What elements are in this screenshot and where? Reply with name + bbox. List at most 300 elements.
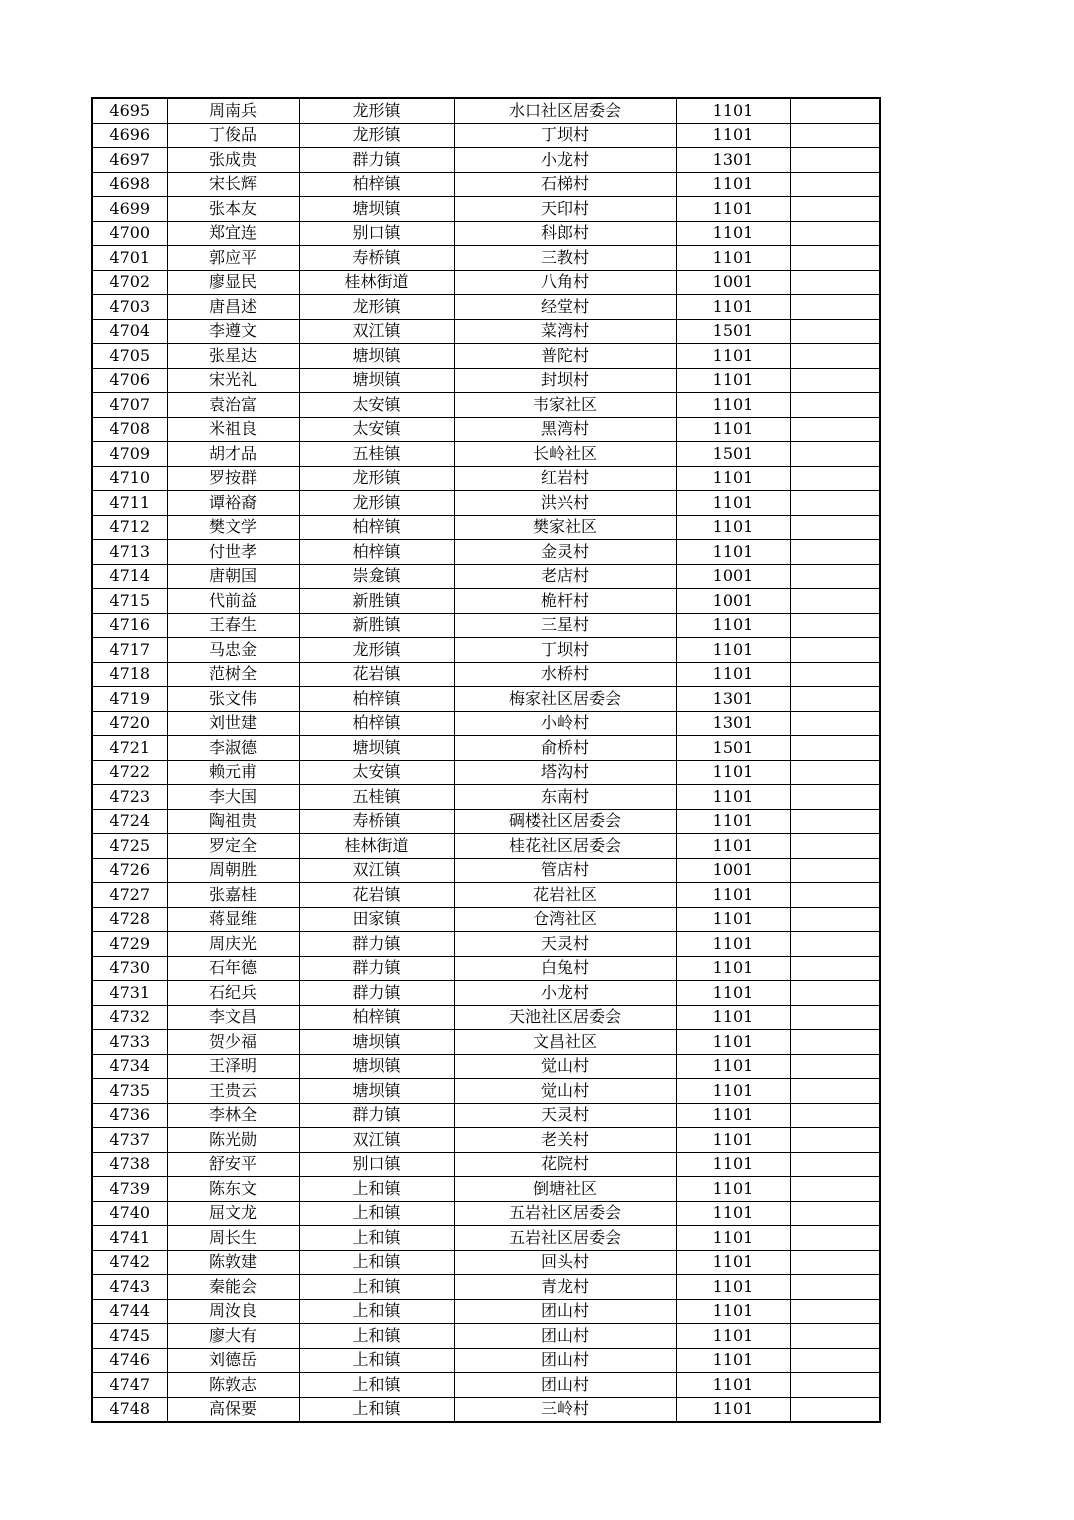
- blank-cell: [790, 785, 880, 810]
- serial-number-cell: 4706: [92, 368, 167, 393]
- table-row: [92, 1226, 880, 1251]
- code-cell: 1101: [676, 540, 790, 565]
- person-name-cell: 陈敦建: [167, 1250, 299, 1275]
- village-cell: 觉山村: [454, 1079, 676, 1104]
- village-cell: 天印村: [454, 197, 676, 222]
- table-row: [92, 368, 880, 393]
- village-cell: 老店村: [454, 564, 676, 589]
- village-cell: 洪兴村: [454, 491, 676, 516]
- blank-cell: [790, 515, 880, 540]
- code-cell: 1501: [676, 319, 790, 344]
- table-row: [92, 589, 880, 614]
- blank-cell: [790, 1250, 880, 1275]
- code-cell: 1101: [676, 1348, 790, 1373]
- serial-number-cell: 4734: [92, 1054, 167, 1079]
- town-cell: 上和镇: [299, 1275, 454, 1300]
- code-cell: 1101: [676, 1397, 790, 1422]
- blank-cell: [790, 295, 880, 320]
- table-row: [92, 246, 880, 271]
- village-cell: 小岭村: [454, 711, 676, 736]
- table-row: [92, 1397, 880, 1422]
- table-row: [92, 442, 880, 467]
- blank-cell: [790, 1348, 880, 1373]
- serial-number-cell: 4743: [92, 1275, 167, 1300]
- village-cell: 管店村: [454, 858, 676, 883]
- village-cell: 团山村: [454, 1373, 676, 1398]
- blank-cell: [790, 1201, 880, 1226]
- person-name-cell: 樊文学: [167, 515, 299, 540]
- village-cell: 梅家社区居委会: [454, 687, 676, 712]
- person-name-cell: 陈东文: [167, 1177, 299, 1202]
- serial-number-cell: 4737: [92, 1128, 167, 1153]
- village-cell: 倒塘社区: [454, 1177, 676, 1202]
- town-cell: 群力镇: [299, 956, 454, 981]
- person-name-cell: 赖元甫: [167, 760, 299, 785]
- blank-cell: [790, 1005, 880, 1030]
- village-cell: 菜湾村: [454, 319, 676, 344]
- table-row: [92, 858, 880, 883]
- serial-number-cell: 4728: [92, 907, 167, 932]
- town-cell: 别口镇: [299, 221, 454, 246]
- code-cell: 1101: [676, 1128, 790, 1153]
- person-name-cell: 张成贵: [167, 148, 299, 173]
- village-cell: 五岩社区居委会: [454, 1226, 676, 1251]
- town-cell: 柏梓镇: [299, 540, 454, 565]
- code-cell: 1101: [676, 368, 790, 393]
- blank-cell: [790, 1397, 880, 1422]
- table-row: [92, 1103, 880, 1128]
- blank-cell: [790, 1373, 880, 1398]
- village-cell: 三岭村: [454, 1397, 676, 1422]
- table-row: [92, 344, 880, 369]
- table-row: [92, 662, 880, 687]
- code-cell: 1001: [676, 270, 790, 295]
- blank-cell: [790, 760, 880, 785]
- person-name-cell: 范树全: [167, 662, 299, 687]
- blank-cell: [790, 368, 880, 393]
- code-cell: 1101: [676, 760, 790, 785]
- town-cell: 花岩镇: [299, 883, 454, 908]
- person-name-cell: 丁俊品: [167, 123, 299, 148]
- town-cell: 双江镇: [299, 858, 454, 883]
- town-cell: 别口镇: [299, 1152, 454, 1177]
- person-name-cell: 廖显民: [167, 270, 299, 295]
- serial-number-cell: 4699: [92, 197, 167, 222]
- table-row: [92, 956, 880, 981]
- town-cell: 塘坝镇: [299, 736, 454, 761]
- village-cell: 长岭社区: [454, 442, 676, 467]
- serial-number-cell: 4730: [92, 956, 167, 981]
- table-row: [92, 540, 880, 565]
- blank-cell: [790, 393, 880, 418]
- serial-number-cell: 4715: [92, 589, 167, 614]
- table-row: [92, 907, 880, 932]
- table-row: [92, 1373, 880, 1398]
- village-cell: 经堂村: [454, 295, 676, 320]
- serial-number-cell: 4746: [92, 1348, 167, 1373]
- blank-cell: [790, 466, 880, 491]
- village-cell: 天灵村: [454, 1103, 676, 1128]
- town-cell: 田家镇: [299, 907, 454, 932]
- code-cell: 1101: [676, 1324, 790, 1349]
- blank-cell: [790, 638, 880, 663]
- village-cell: 三教村: [454, 246, 676, 271]
- serial-number-cell: 4724: [92, 809, 167, 834]
- blank-cell: [790, 809, 880, 834]
- town-cell: 双江镇: [299, 319, 454, 344]
- code-cell: 1001: [676, 589, 790, 614]
- serial-number-cell: 4725: [92, 834, 167, 859]
- town-cell: 塘坝镇: [299, 344, 454, 369]
- town-cell: 塘坝镇: [299, 368, 454, 393]
- person-name-cell: 石纪兵: [167, 981, 299, 1006]
- village-cell: 水桥村: [454, 662, 676, 687]
- code-cell: 1101: [676, 393, 790, 418]
- serial-number-cell: 4696: [92, 123, 167, 148]
- town-cell: 太安镇: [299, 417, 454, 442]
- town-cell: 崇龛镇: [299, 564, 454, 589]
- blank-cell: [790, 148, 880, 173]
- code-cell: 1101: [676, 1299, 790, 1324]
- table-row: [92, 883, 880, 908]
- table-row: [92, 319, 880, 344]
- table-row: [92, 148, 880, 173]
- blank-cell: [790, 246, 880, 271]
- code-cell: 1101: [676, 246, 790, 271]
- code-cell: 1101: [676, 785, 790, 810]
- table-row: [92, 981, 880, 1006]
- table-row: [92, 1030, 880, 1055]
- table-row: [92, 760, 880, 785]
- serial-number-cell: 4735: [92, 1079, 167, 1104]
- table-row: [92, 515, 880, 540]
- code-cell: 1101: [676, 981, 790, 1006]
- town-cell: 龙形镇: [299, 295, 454, 320]
- person-name-cell: 陈敦志: [167, 1373, 299, 1398]
- town-cell: 上和镇: [299, 1201, 454, 1226]
- person-name-cell: 贺少福: [167, 1030, 299, 1055]
- person-name-cell: 张星达: [167, 344, 299, 369]
- code-cell: 1501: [676, 736, 790, 761]
- code-cell: 1101: [676, 491, 790, 516]
- village-cell: 俞桥村: [454, 736, 676, 761]
- village-cell: 桂花社区居委会: [454, 834, 676, 859]
- town-cell: 柏梓镇: [299, 1005, 454, 1030]
- serial-number-cell: 4700: [92, 221, 167, 246]
- town-cell: 寿桥镇: [299, 246, 454, 271]
- code-cell: 1101: [676, 907, 790, 932]
- blank-cell: [790, 711, 880, 736]
- village-cell: 八角村: [454, 270, 676, 295]
- serial-number-cell: 4698: [92, 172, 167, 197]
- village-cell: 花岩社区: [454, 883, 676, 908]
- person-name-cell: 周庆光: [167, 932, 299, 957]
- person-name-cell: 唐昌述: [167, 295, 299, 320]
- serial-number-cell: 4745: [92, 1324, 167, 1349]
- table-row: [92, 932, 880, 957]
- village-cell: 花院村: [454, 1152, 676, 1177]
- town-cell: 塘坝镇: [299, 1054, 454, 1079]
- blank-cell: [790, 1152, 880, 1177]
- table-row: [92, 295, 880, 320]
- serial-number-cell: 4705: [92, 344, 167, 369]
- person-name-cell: 代前益: [167, 589, 299, 614]
- serial-number-cell: 4708: [92, 417, 167, 442]
- serial-number-cell: 4702: [92, 270, 167, 295]
- code-cell: 1101: [676, 172, 790, 197]
- town-cell: 群力镇: [299, 1103, 454, 1128]
- village-cell: 团山村: [454, 1324, 676, 1349]
- serial-number-cell: 4741: [92, 1226, 167, 1251]
- town-cell: 柏梓镇: [299, 172, 454, 197]
- village-cell: 青龙村: [454, 1275, 676, 1300]
- town-cell: 塘坝镇: [299, 1079, 454, 1104]
- town-cell: 五桂镇: [299, 785, 454, 810]
- village-cell: 小龙村: [454, 148, 676, 173]
- blank-cell: [790, 344, 880, 369]
- serial-number-cell: 4712: [92, 515, 167, 540]
- village-cell: 三星村: [454, 613, 676, 638]
- town-cell: 柏梓镇: [299, 515, 454, 540]
- code-cell: 1101: [676, 295, 790, 320]
- serial-number-cell: 4695: [92, 98, 167, 123]
- town-cell: 上和镇: [299, 1226, 454, 1251]
- blank-cell: [790, 687, 880, 712]
- town-cell: 双江镇: [299, 1128, 454, 1153]
- town-cell: 塘坝镇: [299, 1030, 454, 1055]
- town-cell: 太安镇: [299, 760, 454, 785]
- town-cell: 桂林街道: [299, 270, 454, 295]
- person-name-cell: 王泽明: [167, 1054, 299, 1079]
- code-cell: 1001: [676, 564, 790, 589]
- village-cell: 天灵村: [454, 932, 676, 957]
- person-name-cell: 郑宜连: [167, 221, 299, 246]
- village-cell: 天池社区居委会: [454, 1005, 676, 1030]
- village-cell: 塔沟村: [454, 760, 676, 785]
- village-cell: 金灵村: [454, 540, 676, 565]
- village-cell: 石梯村: [454, 172, 676, 197]
- village-cell: 水口社区居委会: [454, 98, 676, 123]
- town-cell: 群力镇: [299, 148, 454, 173]
- blank-cell: [790, 858, 880, 883]
- town-cell: 柏梓镇: [299, 687, 454, 712]
- person-name-cell: 李大国: [167, 785, 299, 810]
- town-cell: 柏梓镇: [299, 711, 454, 736]
- blank-cell: [790, 981, 880, 1006]
- table-row: [92, 1201, 880, 1226]
- village-cell: 樊家社区: [454, 515, 676, 540]
- code-cell: 1301: [676, 711, 790, 736]
- blank-cell: [790, 662, 880, 687]
- code-cell: 1101: [676, 1373, 790, 1398]
- code-cell: 1101: [676, 1250, 790, 1275]
- person-name-cell: 石年德: [167, 956, 299, 981]
- town-cell: 群力镇: [299, 932, 454, 957]
- code-cell: 1101: [676, 883, 790, 908]
- code-cell: 1101: [676, 1226, 790, 1251]
- village-cell: 丁坝村: [454, 123, 676, 148]
- town-cell: 上和镇: [299, 1250, 454, 1275]
- blank-cell: [790, 221, 880, 246]
- blank-cell: [790, 491, 880, 516]
- village-cell: 黑湾村: [454, 417, 676, 442]
- blank-cell: [790, 1103, 880, 1128]
- table-row: [92, 785, 880, 810]
- serial-number-cell: 4739: [92, 1177, 167, 1202]
- person-name-cell: 郭应平: [167, 246, 299, 271]
- code-cell: 1101: [676, 1005, 790, 1030]
- blank-cell: [790, 1226, 880, 1251]
- serial-number-cell: 4729: [92, 932, 167, 957]
- person-name-cell: 胡才品: [167, 442, 299, 467]
- person-name-cell: 屈文龙: [167, 1201, 299, 1226]
- town-cell: 龙形镇: [299, 638, 454, 663]
- village-cell: 韦家社区: [454, 393, 676, 418]
- blank-cell: [790, 197, 880, 222]
- table-row: [92, 1128, 880, 1153]
- blank-cell: [790, 956, 880, 981]
- table-row: [92, 1299, 880, 1324]
- person-name-cell: 唐朝国: [167, 564, 299, 589]
- table-row: [92, 613, 880, 638]
- blank-cell: [790, 1324, 880, 1349]
- serial-number-cell: 4720: [92, 711, 167, 736]
- town-cell: 新胜镇: [299, 589, 454, 614]
- table-row: [92, 270, 880, 295]
- person-name-cell: 舒安平: [167, 1152, 299, 1177]
- code-cell: 1101: [676, 1030, 790, 1055]
- table-row: [92, 1005, 880, 1030]
- serial-number-cell: 4697: [92, 148, 167, 173]
- code-cell: 1101: [676, 662, 790, 687]
- code-cell: 1101: [676, 123, 790, 148]
- person-name-cell: 付世孝: [167, 540, 299, 565]
- village-cell: 回头村: [454, 1250, 676, 1275]
- blank-cell: [790, 417, 880, 442]
- blank-cell: [790, 540, 880, 565]
- serial-number-cell: 4709: [92, 442, 167, 467]
- person-name-cell: 李林全: [167, 1103, 299, 1128]
- serial-number-cell: 4717: [92, 638, 167, 663]
- person-name-cell: 秦能会: [167, 1275, 299, 1300]
- village-cell: 桅杆村: [454, 589, 676, 614]
- serial-number-cell: 4736: [92, 1103, 167, 1128]
- blank-cell: [790, 1177, 880, 1202]
- code-cell: 1101: [676, 932, 790, 957]
- village-cell: 丁坝村: [454, 638, 676, 663]
- code-cell: 1101: [676, 221, 790, 246]
- town-cell: 花岩镇: [299, 662, 454, 687]
- table-row: [92, 1152, 880, 1177]
- code-cell: 1101: [676, 344, 790, 369]
- town-cell: 上和镇: [299, 1397, 454, 1422]
- town-cell: 上和镇: [299, 1324, 454, 1349]
- person-name-cell: 马忠金: [167, 638, 299, 663]
- person-name-cell: 李遵文: [167, 319, 299, 344]
- table-row: [92, 491, 880, 516]
- table-row: [92, 1079, 880, 1104]
- blank-cell: [790, 1079, 880, 1104]
- table-row: [92, 123, 880, 148]
- town-cell: 塘坝镇: [299, 197, 454, 222]
- village-cell: 白兔村: [454, 956, 676, 981]
- serial-number-cell: 4747: [92, 1373, 167, 1398]
- person-name-cell: 周汝良: [167, 1299, 299, 1324]
- code-cell: 1101: [676, 1275, 790, 1300]
- serial-number-cell: 4748: [92, 1397, 167, 1422]
- code-cell: 1101: [676, 809, 790, 834]
- village-cell: 老关村: [454, 1128, 676, 1153]
- table-row: [92, 1348, 880, 1373]
- table-row: [92, 393, 880, 418]
- table-row: [92, 1054, 880, 1079]
- blank-cell: [790, 1030, 880, 1055]
- village-cell: 碉楼社区居委会: [454, 809, 676, 834]
- blank-cell: [790, 736, 880, 761]
- person-name-cell: 高保要: [167, 1397, 299, 1422]
- town-cell: 龙形镇: [299, 491, 454, 516]
- serial-number-cell: 4733: [92, 1030, 167, 1055]
- serial-number-cell: 4722: [92, 760, 167, 785]
- roster-table: [91, 97, 881, 1423]
- table-row: [92, 466, 880, 491]
- code-cell: 1301: [676, 148, 790, 173]
- code-cell: 1001: [676, 858, 790, 883]
- serial-number-cell: 4732: [92, 1005, 167, 1030]
- table-row: [92, 98, 880, 123]
- blank-cell: [790, 564, 880, 589]
- village-cell: 封坝村: [454, 368, 676, 393]
- table-row: [92, 1177, 880, 1202]
- town-cell: 新胜镇: [299, 613, 454, 638]
- serial-number-cell: 4711: [92, 491, 167, 516]
- town-cell: 上和镇: [299, 1177, 454, 1202]
- village-cell: 团山村: [454, 1348, 676, 1373]
- person-name-cell: 李文昌: [167, 1005, 299, 1030]
- person-name-cell: 张文伟: [167, 687, 299, 712]
- village-cell: 文昌社区: [454, 1030, 676, 1055]
- serial-number-cell: 4744: [92, 1299, 167, 1324]
- person-name-cell: 张嘉桂: [167, 883, 299, 908]
- blank-cell: [790, 589, 880, 614]
- person-name-cell: 宋长辉: [167, 172, 299, 197]
- code-cell: 1101: [676, 197, 790, 222]
- blank-cell: [790, 1128, 880, 1153]
- roster-table-body: [92, 98, 880, 1422]
- blank-cell: [790, 1299, 880, 1324]
- code-cell: 1101: [676, 1079, 790, 1104]
- serial-number-cell: 4714: [92, 564, 167, 589]
- town-cell: 群力镇: [299, 981, 454, 1006]
- serial-number-cell: 4718: [92, 662, 167, 687]
- town-cell: 上和镇: [299, 1299, 454, 1324]
- blank-cell: [790, 1054, 880, 1079]
- serial-number-cell: 4738: [92, 1152, 167, 1177]
- code-cell: 1101: [676, 956, 790, 981]
- person-name-cell: 李淑德: [167, 736, 299, 761]
- blank-cell: [790, 442, 880, 467]
- serial-number-cell: 4723: [92, 785, 167, 810]
- serial-number-cell: 4719: [92, 687, 167, 712]
- table-row: [92, 172, 880, 197]
- code-cell: 1101: [676, 1103, 790, 1128]
- blank-cell: [790, 1275, 880, 1300]
- person-name-cell: 张本友: [167, 197, 299, 222]
- table-row: [92, 711, 880, 736]
- table-row: [92, 736, 880, 761]
- person-name-cell: 米祖良: [167, 417, 299, 442]
- blank-cell: [790, 907, 880, 932]
